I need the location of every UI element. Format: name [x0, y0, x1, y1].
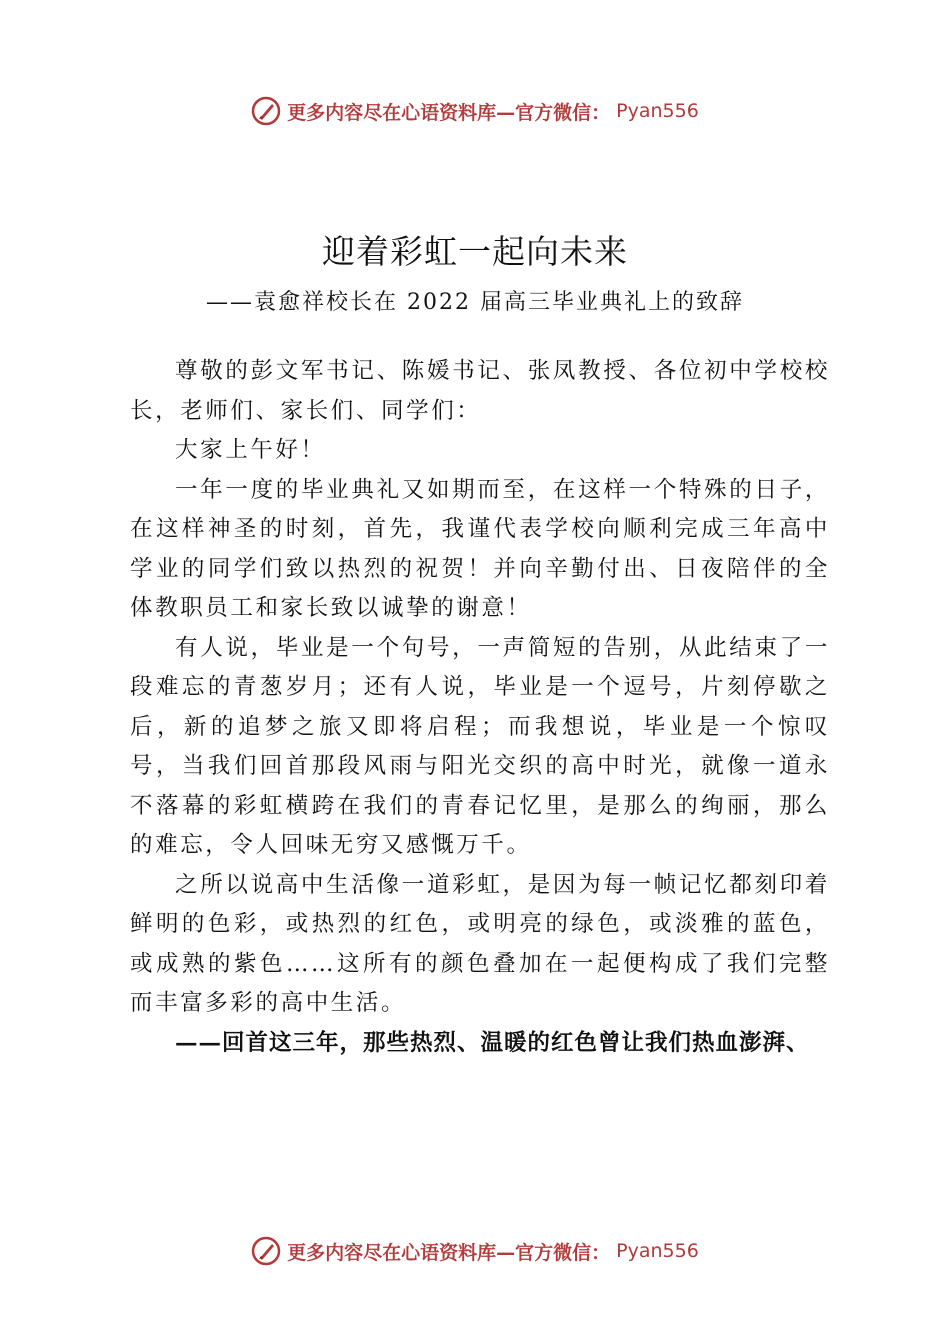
paragraph-congratulations: 一年一度的毕业典礼又如期而至，在这样一个特殊的日子，在这样神圣的时刻，首先，我谨代表学校向顺利完成三年高中学业的同学们致以热烈的祝贺！并向辛勤付出、日夜陪伴的全体教职员工和家长致以诚挚的谢意！ — [130, 476, 830, 621]
paragraph-greeting: 大家上午好！ — [175, 437, 326, 463]
paragraph-salutation: 尊敬的彭文军书记、陈媛书记、张凤教授、各位初中学校校长，老师们、家长们、同学们： — [130, 358, 830, 424]
document-title: 迎着彩虹一起向未来 — [322, 232, 628, 271]
header-watermark — [0, 96, 950, 126]
quill-logo-icon — [251, 96, 281, 126]
quill-logo-icon — [251, 1236, 281, 1266]
paragraph-meaning-of-graduation: 有人说，毕业是一个句号，一声简短的告别，从此结束了一段难忘的青葱岁月；还有人说，毕业是一个逗号，片刻停歇之后，新的追梦之旅又即将启程；而我想说，毕业是一个惊叹号，当我们回首那段风雨与阳光交织的高中时光，就像一道永不落幕的彩虹横跨在我们的青春记忆里，是那么的绚丽，那么的难忘，令人回味无穷又感慨万千。 — [130, 634, 830, 858]
paragraph-rainbow: 之所以说高中生活像一道彩虹，是因为每一帧记忆都刻印着鲜明的色彩，或热烈的红色，或明亮的绿色，或淡雅的蓝色，或成熟的紫色……这所有的颜色叠加在一起便构成了我们完整而丰富多彩的高中生活。 — [130, 871, 830, 1016]
paragraph-red-heading: ——回首这三年，那些热烈、温暖的红色曾让我们热血澎湃、 — [175, 1029, 810, 1056]
watermark-text: 更多内容尽在心语资料库—官方微信： — [287, 1241, 611, 1264]
watermark-wechat-id: Pyan556 — [616, 1240, 699, 1262]
watermark-text: 更多内容尽在心语资料库—官方微信： — [287, 101, 611, 124]
document-body — [130, 352, 830, 1063]
footer-watermark — [0, 1236, 950, 1266]
watermark-wechat-id: Pyan556 — [616, 100, 699, 122]
document-subtitle: ——袁愈祥校长在 2022 届高三毕业典礼上的致辞 — [206, 290, 744, 315]
